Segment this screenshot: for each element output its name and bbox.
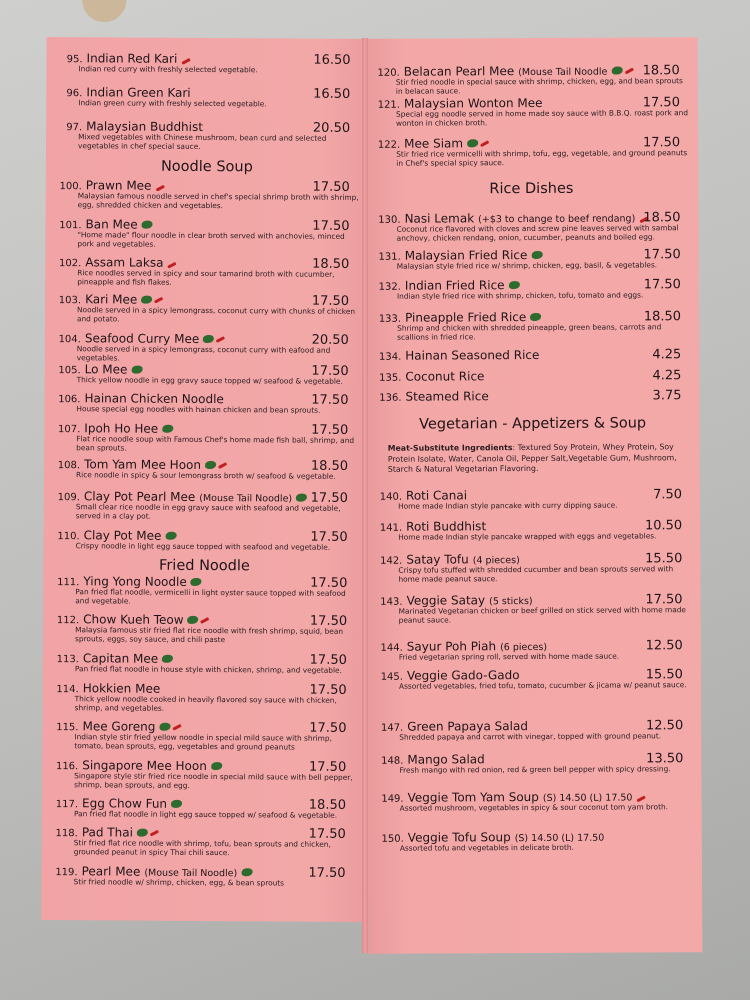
item-icons: [137, 829, 159, 837]
item-description: "Home made" flour noodle in clear broth served with anchovies, minced pork and vegetables.: [77, 230, 345, 249]
item-number: 118.: [55, 828, 78, 840]
item-icons: [191, 578, 202, 586]
item-name: Malaysian Fried Rice: [404, 248, 528, 263]
item-price: 17.50: [311, 422, 349, 438]
item-description: Fresh mango with red onion, red & green bell pepper with spicy dressing.: [399, 764, 671, 775]
item-name: Lo Mee: [84, 362, 128, 377]
item-name: Roti Buddhist: [406, 519, 487, 534]
item-price: 16.50: [313, 52, 351, 68]
menu-item: [379, 718, 693, 742]
item-price: 4.25: [652, 368, 682, 384]
item-description: Noodle served in a spicy lemongrass, coconut curry with eafood and vegetables.: [76, 344, 331, 363]
item-number: 105.: [58, 365, 81, 377]
chili-icon: [150, 829, 159, 836]
leaf-icon: [131, 366, 142, 374]
item-name: Satay Tofu: [406, 552, 469, 567]
item-name: Ban Mee: [85, 217, 138, 232]
leaf-icon: [509, 281, 520, 289]
item-description: Crispy tofu stuffed with shredded cucumber and bean sprouts served with home made peanut sauce.: [398, 564, 674, 584]
menu-item: [54, 825, 356, 858]
item-price: 7.50: [653, 487, 683, 503]
item-name: Prawn Mee: [85, 178, 152, 193]
item-icons: [162, 425, 173, 433]
item-icons: [165, 532, 176, 540]
item-number: 110.: [57, 531, 80, 543]
menu-item: [379, 667, 693, 691]
chili-icon: [218, 462, 227, 469]
item-number: 114.: [56, 684, 79, 696]
item-description: Coconut rice flavored with cloves and screw pine leaves served with sambal anchovy, chicken rendang, onion, cucumber, peanuts and boiled egg.: [396, 223, 679, 243]
item-description: Pan fried flat noodle in house style with chicken, shrimp, and vegetable.: [74, 664, 342, 675]
item-number: 101.: [59, 220, 82, 232]
item-icons: [155, 187, 164, 190]
item-name: Green Papaya Salad: [407, 719, 528, 734]
item-description: Thick yellow noodle in egg gravy sauce topped w/ seafood & vegetable.: [76, 375, 343, 386]
item-price: 18.50: [308, 797, 347, 813]
item-number: 97.: [66, 122, 83, 134]
item-number: 135.: [379, 372, 402, 384]
menu-item: [380, 789, 694, 813]
item-icons: [162, 655, 173, 663]
item-price: 20.50: [312, 120, 351, 136]
item-price: 17.50: [312, 218, 350, 234]
item-icons: [131, 366, 142, 374]
item-description: Home made Indian style pancake wrapped with eggs and vegetables.: [398, 531, 657, 542]
item-number: 96.: [66, 88, 83, 100]
item-price: 17.50: [643, 277, 681, 293]
item-price: 20.50: [311, 332, 349, 348]
item-name: Chow Kueh Teow: [83, 612, 184, 627]
meat-substitute-text: : Textured Soy Protein, Whey Protein, Soy Protein Isolate, Water, Canola Oil, Pepper Salt,Vegetable Gum, Mushroom, Starch & Natural Vegetarian Flavoring.: [387, 442, 677, 474]
item-description: Assorted tofu and vegetables in delicate broth.: [399, 842, 574, 853]
item-description: Indian green curry with freshly selected vegetable.: [78, 98, 267, 109]
item-note: (5 sticks): [489, 596, 533, 608]
menu-item: [54, 796, 356, 820]
item-icons: [159, 723, 181, 731]
item-description: Shrimp and chicken with shredded pineapple, green beans, carrots and scallions in fried rice.: [397, 322, 662, 342]
menu-item: [55, 681, 357, 714]
item-name: Steamed Rice: [405, 389, 489, 404]
item-price: 17.50: [309, 682, 347, 698]
item-name: Seafood Curry Mee: [84, 331, 200, 346]
item-number: 141.: [379, 522, 403, 534]
menu-item: [57, 217, 359, 250]
item-price: 18.50: [310, 458, 349, 474]
item-description: Indian red curry with freshly selected vegetable.: [78, 64, 258, 75]
menu-item: [56, 528, 358, 552]
item-name: Veggie Tom Yam Soup: [407, 789, 539, 805]
item-number: 131.: [378, 251, 401, 263]
item-name: Pearl Mee: [81, 864, 141, 879]
item-icons: [611, 66, 633, 74]
leaf-icon: [171, 800, 182, 808]
leaf-icon: [141, 296, 152, 304]
item-number: 112.: [56, 615, 80, 627]
item-icons: [171, 800, 182, 808]
leaf-icon: [165, 532, 176, 540]
item-icons: [467, 139, 489, 147]
item-name: Ipoh Ho Hee: [84, 421, 159, 436]
item-name: Clay Pot Mee: [83, 528, 162, 543]
menu-item: [56, 391, 358, 415]
item-price: 12.50: [645, 718, 684, 734]
item-name: Indian Fried Rice: [404, 278, 505, 293]
item-description: Special egg noodle served in home made soy sauce with B.B.Q. roast pork and wonton in chicken broth.: [395, 108, 689, 128]
item-note: (4 pieces): [472, 555, 520, 567]
item-description: Indian style fried rice with shrimp, chicken, tofu, tomato and eggs.: [396, 290, 644, 301]
leaf-icon: [531, 251, 542, 259]
item-description: Assorted vegetables, fried tofu, tomato, cucumber & jicama w/ peanut sauce.: [398, 680, 687, 691]
item-number: 108.: [57, 460, 81, 472]
menu-item: [377, 247, 691, 271]
menu-item: [54, 864, 356, 888]
item-name: Coconut Rice: [405, 369, 485, 384]
item-description: Stir fried noodle w/ shrimp, chicken, egg, & bean sprouts: [73, 877, 285, 888]
item-description: Small clear rice noodle in egg gravy sauce with seafood and vegetable, served in a clay pot.: [75, 502, 341, 521]
menu-right-page: [364, 37, 703, 954]
menu-item: [55, 651, 357, 675]
section-heading: Vegetarian - Appetizers & Soup: [419, 415, 647, 433]
item-name: Veggie Tofu Soup: [407, 830, 511, 845]
item-icons: [636, 797, 645, 800]
item-description: Pan fried flat noodle, vermicelli in light oyster sauce topped with seafood and vegetable.: [75, 587, 346, 606]
item-price: 18.50: [643, 309, 682, 325]
item-price: 17.50: [309, 720, 347, 736]
item-number: 132.: [378, 281, 401, 293]
item-description: House special egg noodles with hainan chicken and bean sprouts.: [76, 404, 321, 415]
item-icons: [530, 313, 541, 321]
item-number: 134.: [378, 351, 402, 363]
item-name: Capitan Mee: [82, 651, 159, 666]
menu-item: [379, 751, 693, 775]
item-icons: [167, 264, 176, 267]
menu-item: [378, 551, 692, 584]
leaf-icon: [211, 762, 222, 770]
item-number: 140.: [379, 491, 403, 503]
menu-item: [57, 255, 359, 288]
item-icons: [188, 616, 210, 624]
item-description: Assorted mushroom, vegetables in spicy & sour coconut tom yam broth.: [399, 802, 669, 813]
item-note: (Mouse Tail Noodle): [144, 867, 238, 880]
chili-icon: [624, 67, 633, 74]
menu-fold: [362, 38, 368, 953]
menu-item: [55, 574, 357, 607]
chili-icon: [200, 617, 209, 624]
item-number: 121.: [377, 99, 400, 111]
menu-item: [378, 487, 692, 511]
item-name: Sayur Poh Piah: [406, 639, 497, 654]
item-description: Home made Indian style pancake with curry dipping sauce.: [398, 500, 618, 511]
menu-item: [379, 638, 693, 662]
menu-item: [376, 63, 690, 96]
item-description: Flat rice noodle soup with Famous Chef's home made fish ball, shrimp, and bean sprouts.: [76, 434, 355, 453]
item-note: (+$3 to change to beef rendang): [478, 213, 636, 226]
item-number: 120.: [377, 67, 400, 79]
item-description: Singapore style stir fried rice noodle in special mild sauce with bell pepper, shrimp, bean sprouts, and egg.: [74, 771, 353, 790]
item-name: Belacan Pearl Mee: [403, 64, 515, 79]
menu-item: [55, 612, 357, 645]
item-name: Indian Red Kari: [86, 51, 178, 66]
item-number: 143.: [380, 596, 403, 608]
item-icons: [296, 494, 307, 502]
leaf-icon: [467, 139, 478, 147]
leaf-icon: [191, 578, 202, 586]
item-number: 150.: [381, 833, 404, 845]
menu-item: [377, 309, 691, 342]
item-number: 103.: [58, 295, 82, 307]
item-name: Mee Siam: [404, 136, 464, 151]
chili-icon: [154, 296, 163, 303]
item-icons: [141, 296, 163, 304]
item-description: Marinated Vegetarian chicken or beef grilled on stick served with home made peanut sauce.: [398, 605, 686, 625]
item-price: 17.50: [310, 529, 348, 545]
meat-substitute-label: Meat-Substitute Ingredients: [387, 443, 513, 453]
item-name: Malaysian Wonton Mee: [403, 95, 543, 111]
leaf-icon: [142, 221, 153, 229]
item-price: 17.50: [642, 95, 680, 111]
item-price: 17.50: [309, 652, 347, 668]
item-name: Hokkien Mee: [82, 681, 161, 696]
item-icons: [205, 461, 227, 469]
item-price: 17.50: [311, 363, 349, 379]
item-name: Hainan Seasoned Rice: [405, 347, 540, 363]
section-heading: Noodle Soup: [160, 158, 253, 176]
item-description: Stir fried rice vermicelli with shrimp, tofu, egg, vegetable, and ground peanuts in Chef's special spicy sauce.: [396, 148, 688, 168]
item-note: (Mouse Tail Noodle): [199, 492, 293, 505]
section-heading: Fried Noodle: [159, 557, 250, 575]
item-price: 17.50: [645, 592, 683, 608]
item-name: Singapore Mee Hoon: [82, 758, 207, 774]
item-description: Malaysian famous noodle served in chef's special shrimp broth with shrimp, egg, shredded chicken and vegetables.: [77, 191, 359, 210]
item-description: Rice noodles served in spicy and sour tamarind broth with cucumber, pineapple and fish flakes.: [77, 268, 335, 287]
leaf-icon: [203, 335, 214, 343]
item-note: (6 pieces): [500, 641, 548, 654]
item-name: Malaysian Buddhist: [86, 119, 204, 134]
item-price: 17.50: [310, 575, 348, 591]
item-number: 107.: [58, 424, 81, 436]
item-name: Mango Salad: [407, 752, 485, 767]
menu-item: [56, 421, 358, 454]
leaf-icon: [162, 655, 173, 663]
item-name: Pineapple Fried Rice: [405, 310, 527, 325]
item-number: 104.: [58, 334, 81, 346]
item-number: 100.: [59, 181, 82, 193]
item-price: 17.50: [311, 392, 349, 408]
item-name: Roti Canai: [405, 488, 468, 503]
item-number: 133.: [378, 313, 402, 325]
item-number: 145.: [380, 671, 403, 683]
item-number: 147.: [380, 722, 404, 734]
item-description: Crispy noodle in light egg sauce topped with seafood and vegetable.: [75, 541, 331, 552]
wooden-object: [82, 0, 131, 26]
item-price: 17.50: [642, 135, 681, 151]
leaf-icon: [530, 313, 541, 321]
item-icons: [509, 281, 520, 289]
item-price: 16.50: [313, 86, 351, 102]
menu-item: [378, 518, 692, 542]
item-number: 142.: [380, 555, 403, 567]
leaf-icon: [162, 425, 173, 433]
menu-item: [58, 51, 360, 75]
item-number: 109.: [57, 492, 80, 504]
chili-icon: [636, 795, 645, 802]
menu-item: [58, 85, 360, 109]
item-number: 116.: [55, 761, 79, 773]
chili-icon: [172, 723, 181, 730]
item-name: Indian Green Kari: [86, 85, 191, 100]
leaf-icon: [137, 829, 148, 837]
item-price: 17.50: [312, 179, 350, 195]
menu-item: [377, 347, 691, 363]
item-note: (S) 14.50 (L) 17.50: [542, 792, 633, 804]
leaf-icon: [241, 868, 252, 876]
item-name: Veggie Satay: [406, 593, 486, 608]
menu-item: [57, 292, 359, 325]
item-icons: [211, 762, 222, 770]
item-description: Pan fried flat noodle in light egg sauce topped w/ seafood & vegetable.: [73, 809, 338, 820]
item-icons: [181, 60, 190, 63]
item-price: 17.50: [311, 293, 350, 309]
leaf-icon: [188, 616, 199, 624]
item-price: 18.50: [312, 256, 350, 272]
item-number: 122.: [377, 139, 401, 151]
item-description: Mixed vegetables with Chinese mushroom, bean curd and selected vegetables in chef special sauce.: [78, 132, 327, 151]
item-number: 102.: [59, 258, 82, 270]
item-price: 17.50: [309, 613, 348, 629]
item-name: Hainan Chicken Noodle: [84, 391, 224, 407]
meat-substitute-note: [388, 442, 690, 475]
item-name: Nasi Lemak: [404, 211, 475, 226]
item-number: 149.: [381, 793, 404, 805]
item-number: 113.: [56, 654, 79, 666]
item-number: 144.: [380, 642, 403, 654]
item-number: 106.: [58, 394, 81, 406]
item-name: Veggie Gado-Gado: [406, 668, 520, 683]
item-price: 17.50: [308, 865, 346, 881]
item-price: 15.50: [645, 551, 683, 567]
item-name: Clay Pot Pearl Mee: [83, 489, 196, 504]
item-name: Ying Yong Noodle: [83, 574, 187, 589]
menu-item: [377, 388, 691, 404]
item-icons: [203, 335, 225, 343]
item-name: Assam Laksa: [85, 255, 164, 270]
item-name: Tom Yam Mee Hoon: [84, 457, 202, 472]
item-number: 130.: [378, 214, 401, 226]
item-description: Noodle served in a spicy lemongrass, coconut curry with chunks of chicken and potato.: [76, 305, 356, 324]
item-name: Egg Chow Fun: [81, 796, 168, 811]
menu-item: [57, 362, 359, 386]
item-price: 17.50: [308, 826, 346, 842]
item-number: 148.: [381, 755, 404, 767]
chili-icon: [480, 140, 489, 147]
item-description: Indian style stir fried yellow noodle in special mild sauce with shrimp, tomato, bean sprouts, egg, vegetables and ground peanuts: [74, 732, 332, 752]
item-note: (S) 14.50 (L) 17.50: [514, 832, 605, 845]
item-number: 115.: [56, 722, 79, 734]
menu-item: [379, 592, 693, 625]
item-price: 15.50: [645, 667, 683, 683]
item-price: 18.50: [642, 63, 680, 79]
item-description: Thick yellow noodle cooked in heavily flavored soy sauce with chicken, shrimp, and vegetables.: [74, 694, 337, 713]
leaf-icon: [611, 67, 622, 75]
item-price: 18.50: [643, 210, 681, 226]
menu-left-page: [41, 37, 368, 922]
leaf-icon: [296, 494, 307, 502]
menu-item: [54, 719, 356, 752]
menu-item: [376, 135, 690, 168]
section-heading: Rice Dishes: [489, 180, 574, 198]
item-description: Rice noodle in spicy & sour lemongrass broth w/ seafood & vegetable.: [75, 470, 336, 481]
item-price: 17.50: [308, 759, 347, 775]
item-icons: [241, 868, 252, 876]
menu-item: [376, 95, 690, 128]
item-description: Stir fried flat rice noodle with shrimp, tofu, bean sprouts and chicken, grounded peanut in spicy Thai chili sauce.: [73, 838, 331, 857]
item-description: Malaysian style fried rice w/ shrimp, chicken, egg, basil, & vegetables.: [396, 260, 658, 271]
menu-item: [58, 178, 360, 211]
item-name: Mee Goreng: [82, 719, 156, 734]
chili-icon: [167, 262, 176, 269]
item-price: 12.50: [645, 638, 683, 654]
menu-item: [377, 368, 691, 384]
menu-item: [57, 331, 359, 364]
item-price: 17.50: [310, 490, 348, 506]
item-number: 95.: [66, 54, 83, 66]
item-number: 119.: [55, 867, 78, 879]
item-number: 111.: [57, 577, 80, 589]
item-note: (Mouse Tail Noodle: [518, 66, 608, 79]
menu-item: [54, 758, 356, 791]
menu-item: [56, 457, 358, 481]
item-price: 3.75: [652, 388, 682, 404]
item-description: Malaysia famous stir fried flat rice noodle with fresh shrimp, squid, bean sprouts, eggs, soy sauce, and chili paste: [75, 625, 344, 644]
item-number: 136.: [379, 392, 402, 404]
item-name: Pad Thai: [81, 825, 133, 840]
menu-item: [380, 829, 694, 853]
item-name: Kari Mee: [85, 292, 138, 307]
item-description: Shredded papaya and carrot with vinegar, topped with ground peanut.: [399, 731, 662, 742]
item-icons: [531, 251, 542, 259]
item-price: 4.25: [652, 347, 682, 363]
item-price: 17.50: [643, 247, 681, 263]
menu-item: [377, 277, 691, 301]
chili-icon: [216, 336, 225, 343]
item-price: 10.50: [644, 518, 683, 534]
menu-item: [58, 119, 360, 152]
chili-icon: [155, 185, 164, 192]
menu-item: [377, 210, 691, 243]
item-icons: [142, 221, 153, 229]
item-description: Fried vegetarian spring roll, served with home made sauce.: [398, 651, 620, 662]
item-number: 117.: [55, 799, 79, 811]
leaf-icon: [205, 461, 216, 469]
menu-item: [56, 489, 358, 522]
item-price: 13.50: [646, 751, 684, 767]
chili-icon: [181, 58, 190, 65]
leaf-icon: [159, 723, 170, 731]
item-description: Stir fried noodle in special sauce with shrimp, chicken, egg, and bean sprouts in belacan sauce.: [395, 76, 683, 96]
